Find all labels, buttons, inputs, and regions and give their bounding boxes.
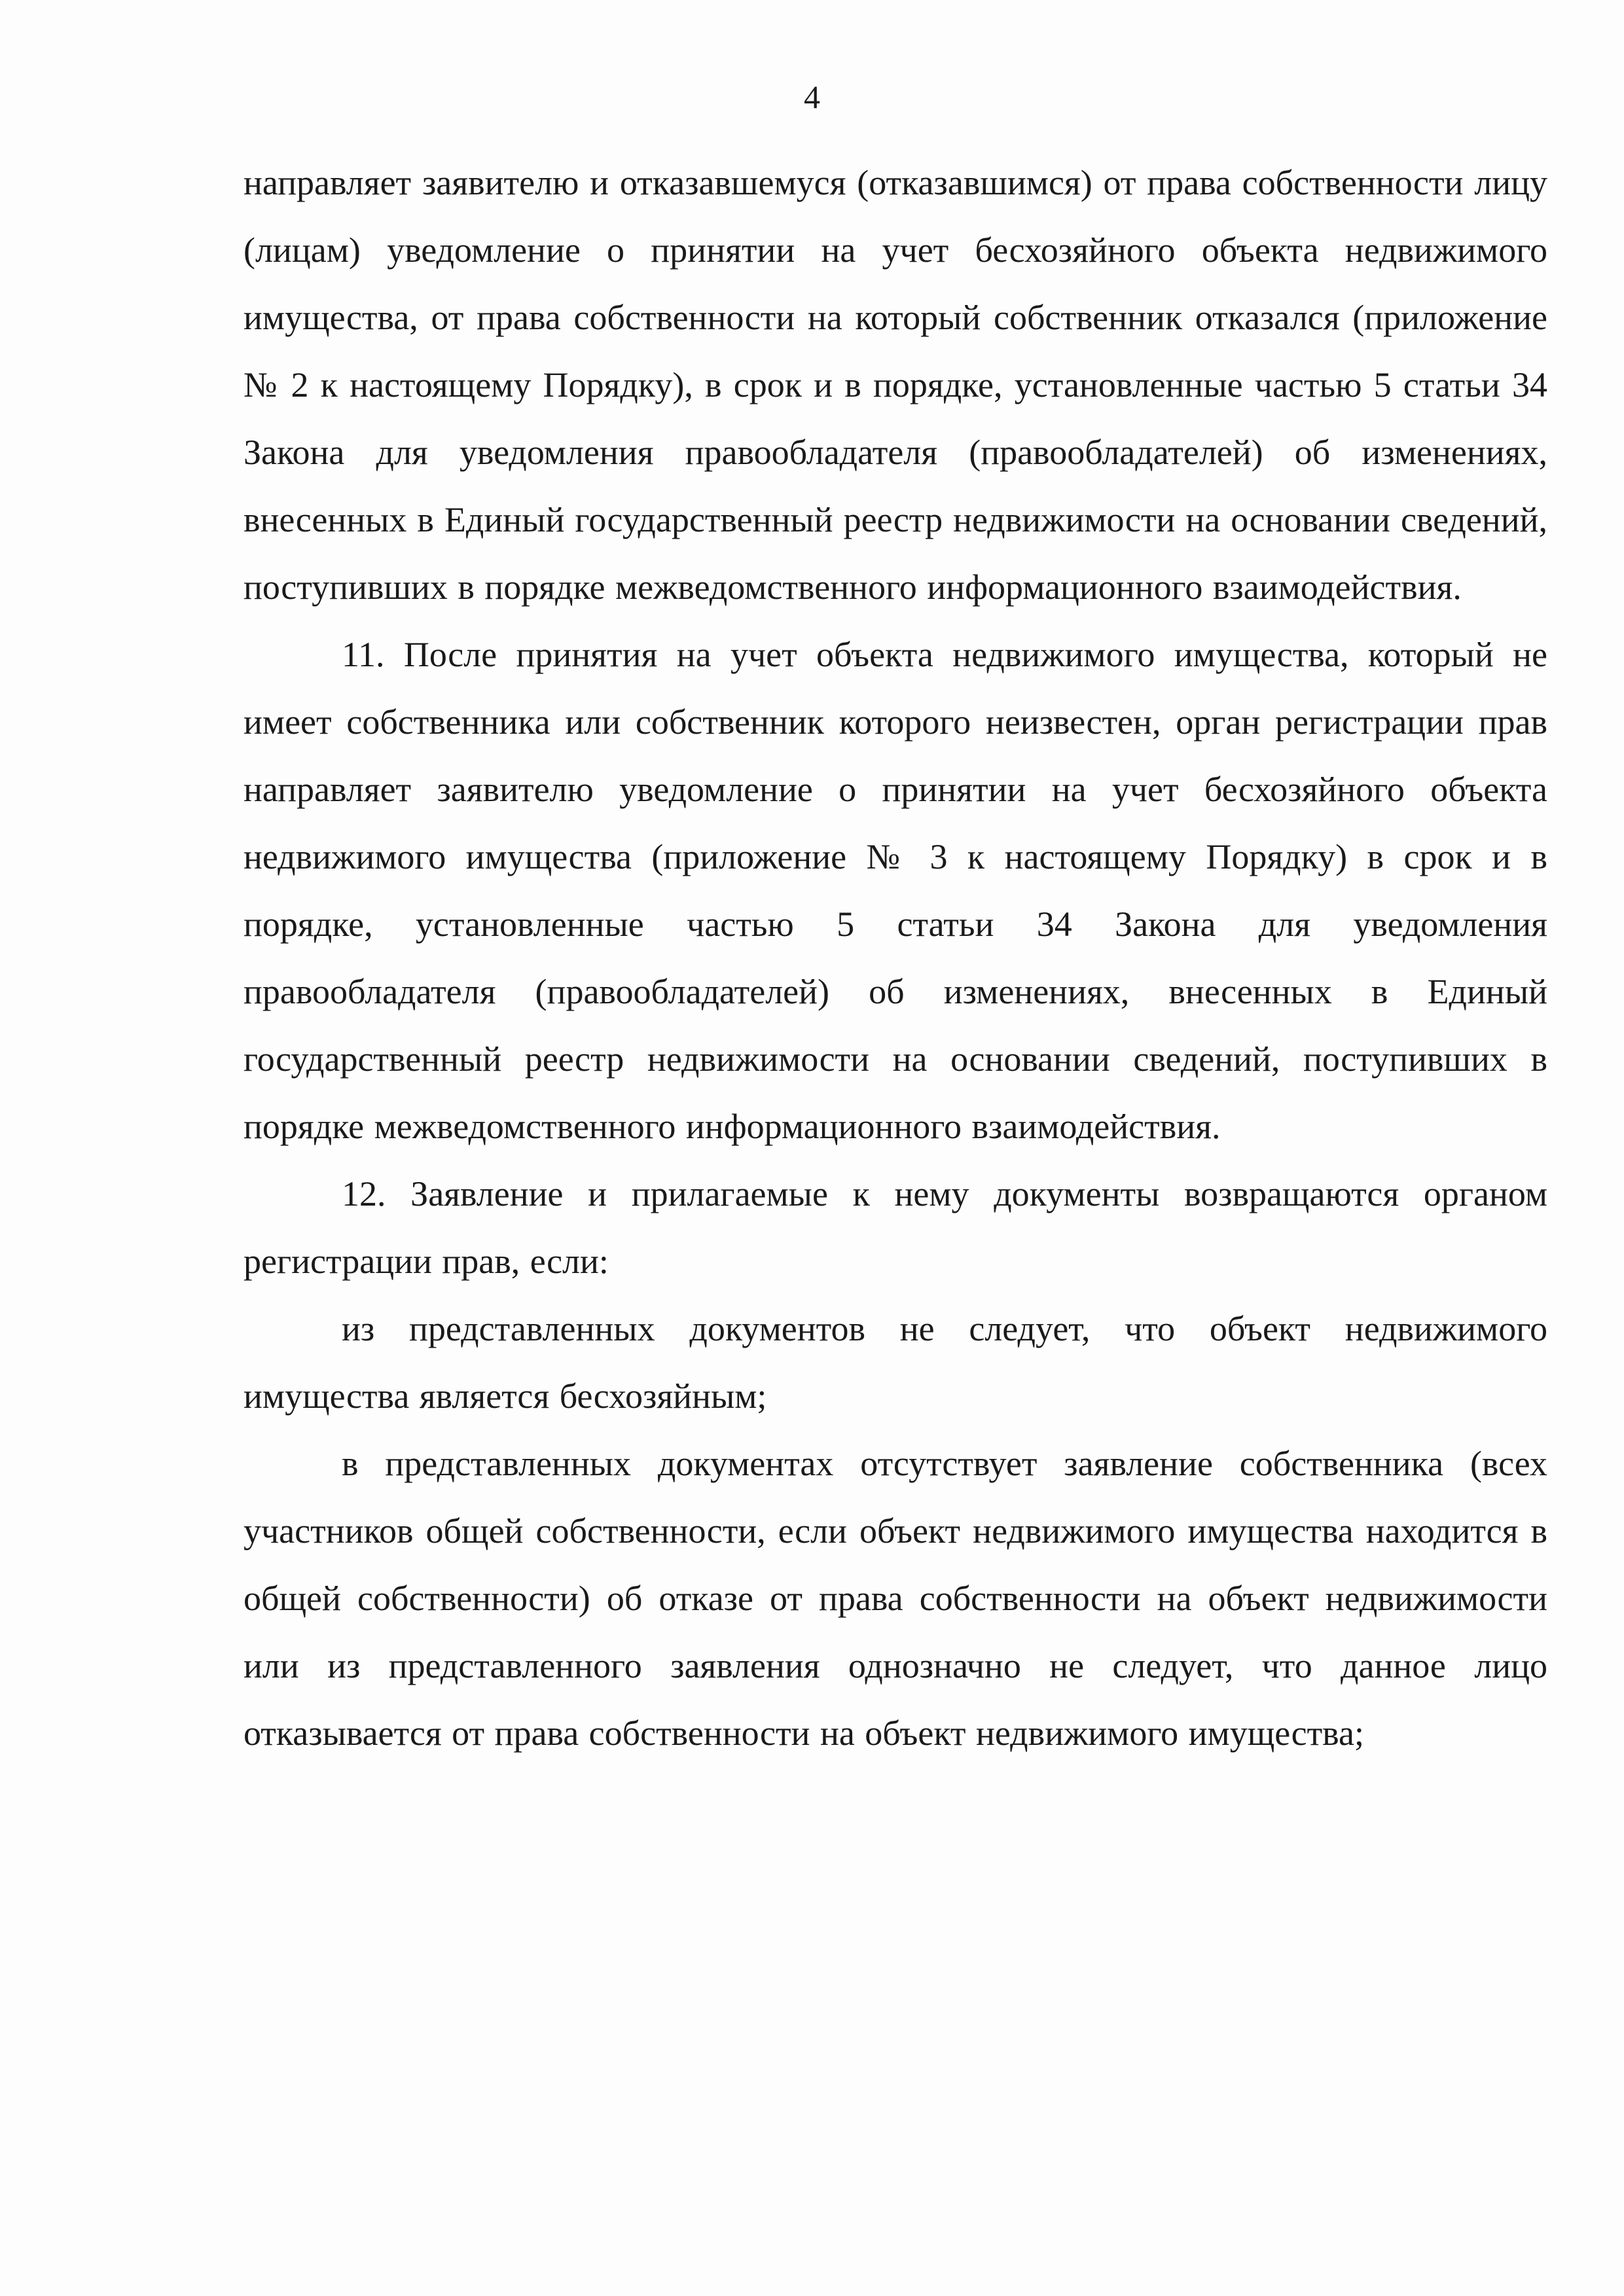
paragraph-12-item-not-ownerless: из представленных документов не следует, что объект недвижимого имущества является бесхозяйным;	[244, 1309, 1547, 1416]
page-number: 4	[804, 79, 820, 115]
paragraph-12: 12. Заявление и прилагаемые к нему документы возвращаются органом регистрации прав, если:	[244, 1174, 1547, 1281]
document-body	[244, 149, 1547, 1767]
paragraph-notification-owner: направляет заявителю и отказавшемуся (отказавшимся) от права собственности лицу (лицам) уведомление о принятии на учет бесхозяйного объекта недвижимого имущества, от права собственности на который собственник отказался (приложение № 2 к настоящему Порядку), в срок и в порядке, установленные частью 5 статьи 34 Закона для уведомления правообладателя (правообладателей) об изменениях, внесенных в Единый государственный реестр недвижимости на основании сведений, поступивших в порядке межведомственного информационного взаимодействия.	[244, 163, 1547, 607]
paragraph-12-item-no-refusal: в представленных документах отсутствует заявление собственника (всех участников общей собственности, если объект недвижимого имущества находится в общей собственности) об отказе от права собственности на объект недвижимости или из представленного заявления однозначно не следует, что данное лицо отказывается от права собственности на объект недвижимого имущества;	[244, 1444, 1547, 1753]
paragraph-11: 11. После принятия на учет объекта недвижимого имущества, который не имеет собственника или собственник которого неизвестен, орган регистрации прав направляет заявителю уведомление о принятии на учет бесхозяйного объекта недвижимого имущества (приложение № 3 к настоящему Порядку) в срок и в порядке, установленные частью 5 статьи 34 Закона для уведомления правообладателя (правообладателей) об изменениях, внесенных в Единый государственный реестр недвижимости на основании сведений, поступивших в порядке межведомственного информационного взаимодействия.	[244, 635, 1547, 1146]
